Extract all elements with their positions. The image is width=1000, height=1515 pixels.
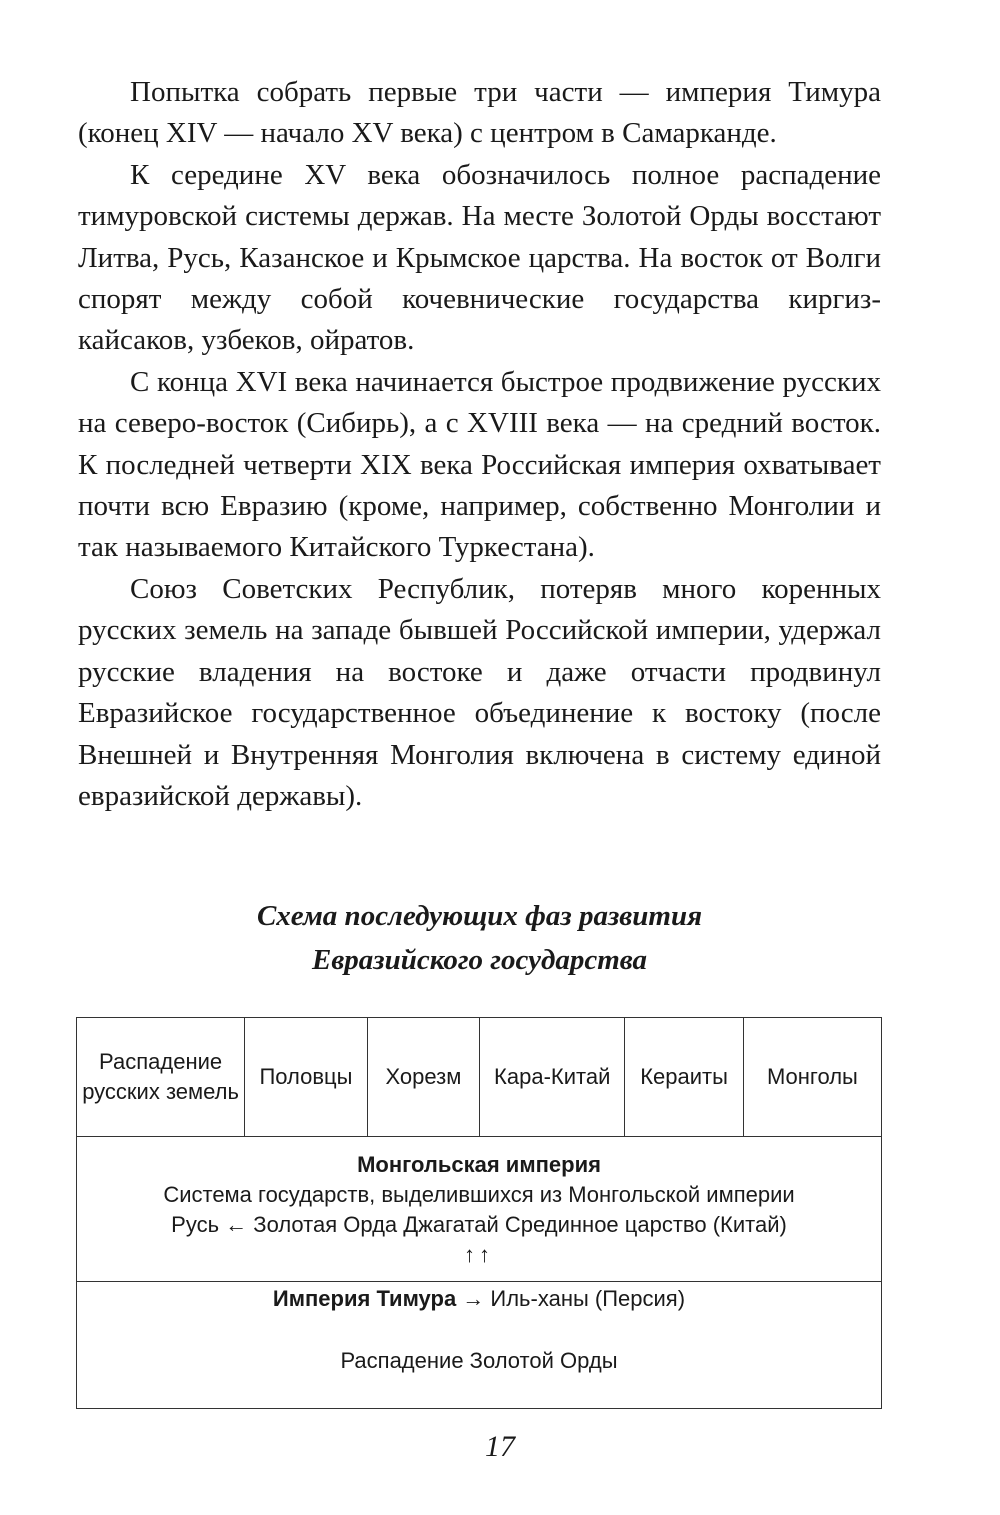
heading-line-1: Схема последующих фаз развития — [256, 900, 703, 932]
up-arrows-icon: ↑↑ — [464, 1242, 494, 1267]
table-row — [77, 1018, 882, 1137]
table-cell: Монголы — [743, 1018, 881, 1137]
table-row — [77, 1282, 882, 1409]
table-cell: Хорезм — [367, 1018, 479, 1137]
golden-horde-collapse: Распадение Золотой Орды — [340, 1348, 618, 1373]
table-cell: Кераиты — [625, 1018, 744, 1137]
table-cell: Распадение русских земель — [77, 1018, 245, 1137]
mongol-empire-title: Монгольская империя — [357, 1152, 601, 1177]
table-cell: Кара-Китай — [480, 1018, 625, 1137]
paragraph: Союз Советских Республик, потеряв много коренных русских земель на западе бывшей Российской империи, удержал русские владения на востоке и даже отчасти продвинул Евразийское государственное объединение к востоку (после Внешней и Внутренняя Монголия включена в систему единой евразийской державы). — [78, 572, 881, 812]
states-line: Русь ← Золотая Орда Джагатай Срединное царство (Китай) — [171, 1212, 787, 1237]
mongol-successors-line: Система государств, выделившихся из Монгольской империи — [163, 1182, 795, 1207]
paragraph: С конца XVI века начинается быстрое продвижение русских на северо-восток (Сибирь), а с XVIII века — на средний восток. К последней четверти XIX века Российская империя охватывает почти всю Евразию (кроме, например, собственно Монголии и так называемого Китайского Туркестана). — [78, 365, 881, 564]
heading-line-2: Евразийского государства — [311, 944, 648, 976]
mongol-empire-cell — [77, 1137, 882, 1282]
paragraph: К середине XV века обозначилось полное распадение тимуровской системы держав. На месте Золотой Орды восстают Литва, Русь, Казанское и Крымское царства. На восток от Волги спорят между собой кочевнические государства киргиз-кайсаков, узбеков, ойратов. — [78, 158, 881, 357]
table-row — [77, 1137, 882, 1282]
page-number: 17 — [485, 1430, 515, 1463]
il-khans-text: → Иль-ханы (Персия) — [456, 1286, 686, 1311]
table-cell: Половцы — [245, 1018, 368, 1137]
scheme-table — [76, 1017, 882, 1409]
timur-empire-cell — [77, 1282, 882, 1409]
paragraph: Попытка собрать первые три части — империя Тимура (конец XIV — начало XV века) с центром в Самарканде. — [78, 76, 881, 150]
spacer — [81, 1314, 877, 1346]
scheme-heading — [78, 894, 881, 982]
body-text — [78, 72, 881, 817]
timur-line — [81, 1284, 877, 1314]
timur-empire-title: Империя Тимура — [272, 1286, 457, 1311]
